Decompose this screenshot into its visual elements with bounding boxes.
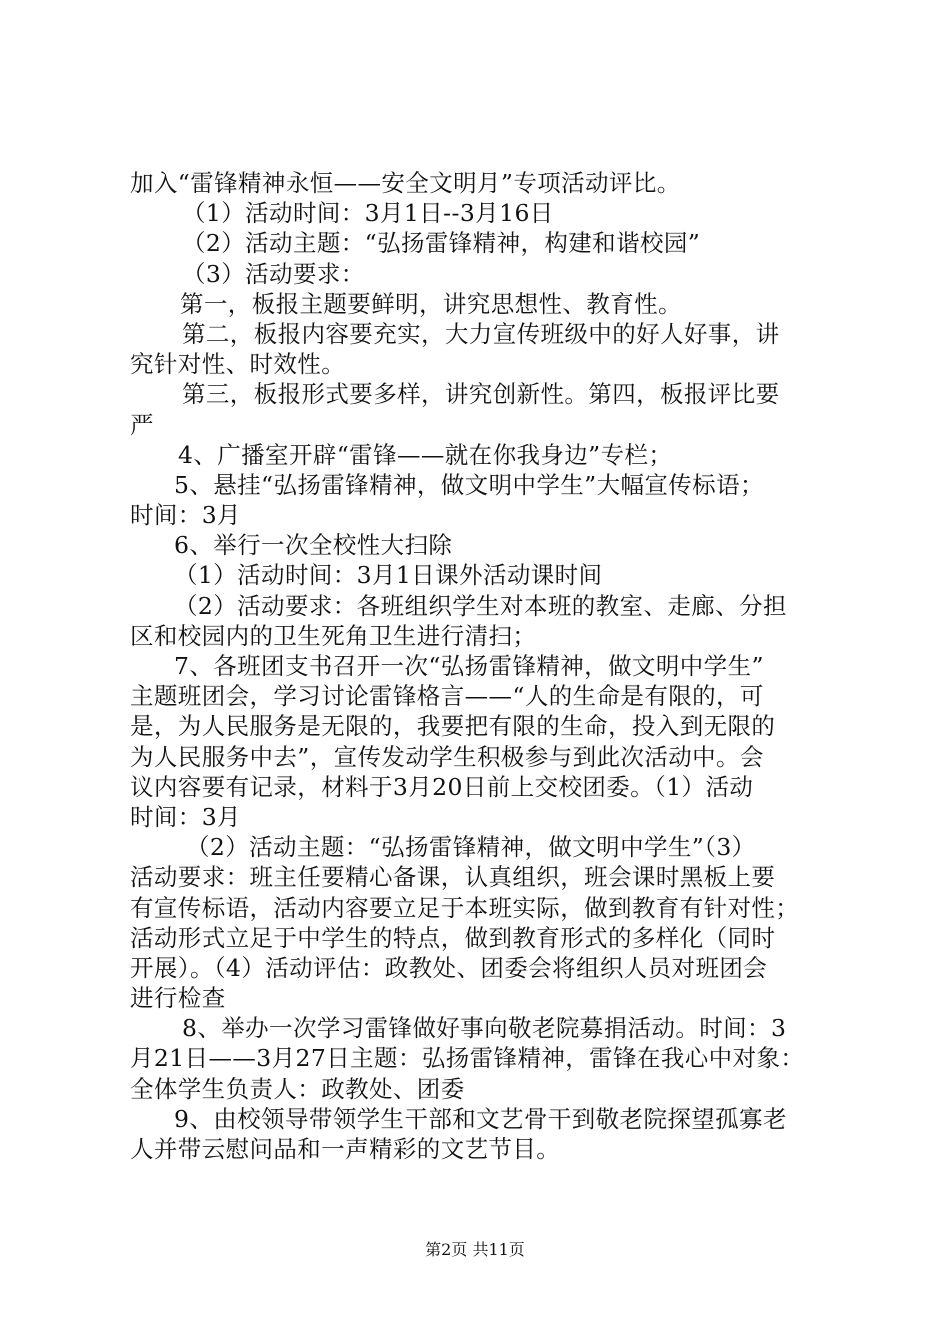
- text-line: 严: [130, 410, 154, 439]
- text-line: 第三，板报形式要多样，讲究创新性。第四，板报评比要: [182, 380, 780, 409]
- text-line: 活动要求：班主任要精心备课，认真组织，班会课时黑板上要: [130, 863, 776, 892]
- text-line: （3）活动要求：: [182, 259, 365, 288]
- text-line: 活动形式立足于中学生的特点，做到教育形式的多样化（同时: [130, 923, 776, 952]
- text-line: 人并带云慰问品和一声精彩的文艺节目。: [130, 1135, 561, 1163]
- text-line: 议内容要有记录，材料于3月20日前上交校团委。（1）活动: [130, 772, 754, 801]
- text-line: 区和校园内的卫生死角卫生进行清扫；: [130, 621, 537, 650]
- text-line: （1）活动时间：3月1日--3月16日: [182, 199, 554, 228]
- text-line: 时间：3月: [130, 802, 241, 831]
- text-line: （2）活动要求：各班组织学生对本班的教室、走廊、分担: [174, 591, 787, 620]
- text-line: 究针对性、时效性。: [130, 350, 346, 379]
- text-line: 5、悬挂“弘扬雷锋精神，做文明中学生”大幅宣传标语；: [174, 470, 764, 499]
- text-line: 7、各班团支书召开一次“弘扬雷锋精神，做文明中学生”: [174, 652, 764, 680]
- text-line: 进行检查: [130, 984, 226, 1013]
- text-line: 开展）。（4）活动评估：政教处、团委会将组织人员对班团会: [130, 953, 768, 982]
- text-line: （2）活动主题：“弘扬雷锋精神，构建和谐校园”: [182, 229, 701, 258]
- text-line: 全体学生负责人：政教处、团委: [130, 1074, 465, 1103]
- text-line: 时间：3月: [130, 501, 241, 530]
- text-line: 有宣传标语，活动内容要立足于本班实际，做到教育有针对性；: [130, 893, 800, 922]
- page-number-footer: 第2页 共11页: [425, 1240, 525, 1259]
- text-line: 主题班团会，学习讨论雷锋格言——“人的生命是有限的，可: [130, 682, 764, 711]
- document-body: [130, 168, 830, 1164]
- text-line: 4、广播室开辟“雷锋——就在你我身边”专栏；: [178, 440, 673, 469]
- text-line: 第二，板报内容要充实，大力宣传班级中的好人好事，讲: [182, 319, 780, 348]
- text-line: 月21日——3月27日主题：弘扬雷锋精神，雷锋在我心中对象：: [130, 1044, 805, 1073]
- text-line: 是，为人民服务是无限的，我要把有限的生命，投入到无限的: [130, 712, 776, 741]
- text-line: 8、举办一次学习雷锋做好事向敬老院募捐活动。时间：3: [182, 1014, 787, 1043]
- text-line: 加入“雷锋精神永恒——安全文明月”专项活动评比。: [130, 169, 681, 197]
- text-line: （2）活动主题：“弘扬雷锋精神，做文明中学生”（3）: [186, 833, 756, 862]
- text-line: 6、举行一次全校性大扫除: [174, 531, 453, 560]
- text-line: 第一，板报主题要鲜明，讲究思想性、教育性。: [180, 289, 682, 318]
- text-line: 为人民服务中去”，宣传发动学生积极参与到此次活动中。会: [130, 742, 764, 771]
- text-line: 9、由校领导带领学生干部和文艺骨干到敬老院探望孤寡老: [174, 1104, 787, 1133]
- text-line: （1）活动时间：3月1日课外活动课时间: [174, 561, 603, 590]
